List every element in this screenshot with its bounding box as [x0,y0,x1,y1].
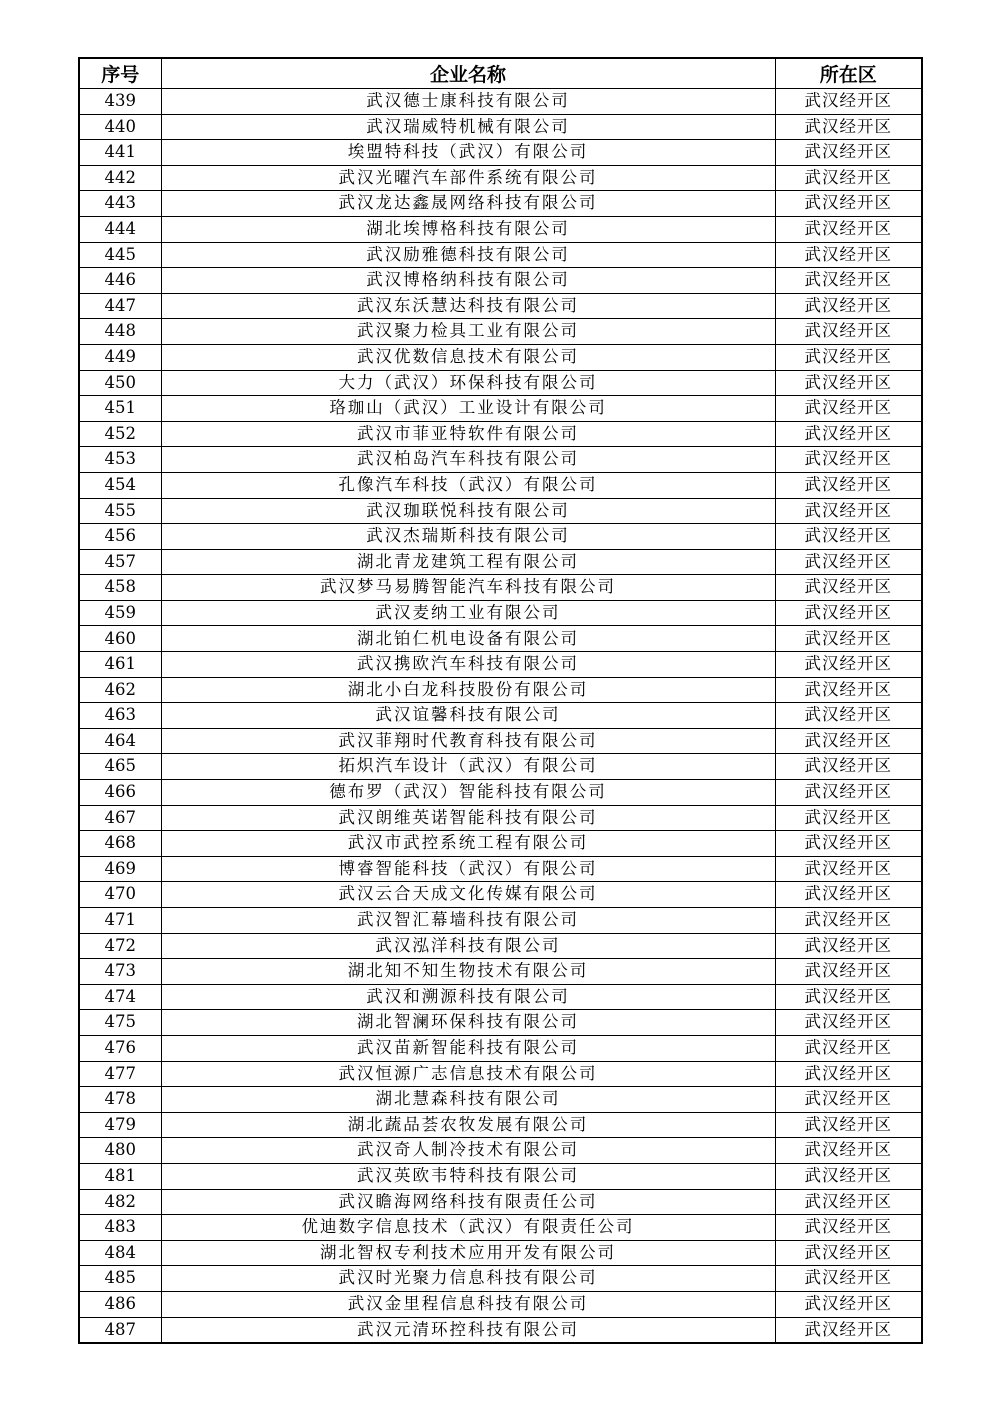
table-row [79,1138,922,1164]
company-name-cell: 武汉携欧汽车科技有限公司 [161,652,775,678]
district-cell: 武汉经开区 [775,677,922,703]
seq-cell: 444 [79,216,161,242]
header-row [79,58,922,89]
district-cell: 武汉经开区 [775,1291,922,1317]
seq-cell: 460 [79,626,161,652]
company-name-cell: 优迪数字信息技术（武汉）有限责任公司 [161,1215,775,1241]
table-row [79,396,922,422]
company-name-cell: 武汉博格纳科技有限公司 [161,268,775,294]
district-cell: 武汉经开区 [775,447,922,473]
seq-cell: 454 [79,472,161,498]
table-row [79,677,922,703]
table-row [79,191,922,217]
company-name-cell: 湖北蔬品荟农牧发展有限公司 [161,1112,775,1138]
company-name-cell: 武汉瑞威特机械有限公司 [161,114,775,140]
company-name-cell: 湖北智权专利技术应用开发有限公司 [161,1240,775,1266]
enterprise-table [78,57,923,1344]
seq-cell: 483 [79,1215,161,1241]
district-cell: 武汉经开区 [775,89,922,115]
table-row [79,1291,922,1317]
table-row [79,1010,922,1036]
district-cell: 武汉经开区 [775,933,922,959]
seq-cell: 482 [79,1189,161,1215]
district-cell: 武汉经开区 [775,856,922,882]
table-row [79,933,922,959]
table-row [79,89,922,115]
table-row [79,370,922,396]
seq-cell: 464 [79,728,161,754]
table-row [79,882,922,908]
district-cell: 武汉经开区 [775,216,922,242]
table-row [79,728,922,754]
seq-cell: 439 [79,89,161,115]
table-row [79,319,922,345]
district-cell: 武汉经开区 [775,165,922,191]
district-cell: 武汉经开区 [775,268,922,294]
table-row [79,1087,922,1113]
company-name-cell: 武汉恒源广志信息技术有限公司 [161,1061,775,1087]
seq-cell: 466 [79,780,161,806]
header-name: 企业名称 [161,58,775,89]
header-district: 所在区 [775,58,922,89]
seq-cell: 484 [79,1240,161,1266]
company-name-cell: 武汉泓洋科技有限公司 [161,933,775,959]
seq-cell: 474 [79,984,161,1010]
district-cell: 武汉经开区 [775,1266,922,1292]
company-name-cell: 大力（武汉）环保科技有限公司 [161,370,775,396]
company-name-cell: 湖北智澜环保科技有限公司 [161,1010,775,1036]
seq-cell: 462 [79,677,161,703]
seq-cell: 452 [79,421,161,447]
district-cell: 武汉经开区 [775,1163,922,1189]
table-row [79,114,922,140]
district-cell: 武汉经开区 [775,498,922,524]
district-cell: 武汉经开区 [775,1138,922,1164]
company-name-cell: 孔像汽车科技（武汉）有限公司 [161,472,775,498]
seq-cell: 477 [79,1061,161,1087]
company-name-cell: 武汉优数信息技术有限公司 [161,344,775,370]
company-name-cell: 德布罗（武汉）智能科技有限公司 [161,780,775,806]
district-cell: 武汉经开区 [775,908,922,934]
company-name-cell: 武汉龙达鑫晟网络科技有限公司 [161,191,775,217]
seq-cell: 478 [79,1087,161,1113]
seq-cell: 446 [79,268,161,294]
seq-cell: 479 [79,1112,161,1138]
district-cell: 武汉经开区 [775,575,922,601]
company-name-cell: 武汉朗维英诺智能科技有限公司 [161,805,775,831]
table-row [79,1215,922,1241]
district-cell: 武汉经开区 [775,293,922,319]
district-cell: 武汉经开区 [775,1215,922,1241]
district-cell: 武汉经开区 [775,652,922,678]
seq-cell: 443 [79,191,161,217]
district-cell: 武汉经开区 [775,984,922,1010]
seq-cell: 471 [79,908,161,934]
district-cell: 武汉经开区 [775,805,922,831]
table-row [79,908,922,934]
district-cell: 武汉经开区 [775,959,922,985]
district-cell: 武汉经开区 [775,831,922,857]
district-cell: 武汉经开区 [775,1010,922,1036]
district-cell: 武汉经开区 [775,524,922,550]
table-row [79,140,922,166]
company-name-cell: 武汉和溯源科技有限公司 [161,984,775,1010]
table-row [79,575,922,601]
seq-cell: 461 [79,652,161,678]
company-name-cell: 武汉光曜汽车部件系统有限公司 [161,165,775,191]
seq-cell: 440 [79,114,161,140]
table-row [79,959,922,985]
table-row [79,524,922,550]
table-row [79,549,922,575]
seq-cell: 480 [79,1138,161,1164]
district-cell: 武汉经开区 [775,114,922,140]
table-row [79,498,922,524]
seq-cell: 470 [79,882,161,908]
company-name-cell: 武汉柏岛汽车科技有限公司 [161,447,775,473]
seq-cell: 448 [79,319,161,345]
company-name-cell: 湖北小白龙科技股份有限公司 [161,677,775,703]
company-name-cell: 湖北青龙建筑工程有限公司 [161,549,775,575]
seq-cell: 445 [79,242,161,268]
seq-cell: 442 [79,165,161,191]
table-row [79,600,922,626]
district-cell: 武汉经开区 [775,728,922,754]
table-header [79,58,922,89]
table-row [79,472,922,498]
district-cell: 武汉经开区 [775,780,922,806]
district-cell: 武汉经开区 [775,396,922,422]
table-row [79,344,922,370]
company-name-cell: 武汉东沃慧达科技有限公司 [161,293,775,319]
table-row [79,421,922,447]
district-cell: 武汉经开区 [775,626,922,652]
company-name-cell: 武汉奇人制冷技术有限公司 [161,1138,775,1164]
seq-cell: 447 [79,293,161,319]
district-cell: 武汉经开区 [775,319,922,345]
district-cell: 武汉经开区 [775,370,922,396]
seq-cell: 467 [79,805,161,831]
table-row [79,652,922,678]
company-name-cell: 珞珈山（武汉）工业设计有限公司 [161,396,775,422]
table-row [79,626,922,652]
company-name-cell: 湖北知不知生物技术有限公司 [161,959,775,985]
seq-cell: 456 [79,524,161,550]
table-row [79,805,922,831]
table-row [79,216,922,242]
seq-cell: 450 [79,370,161,396]
table-row [79,856,922,882]
company-name-cell: 湖北铂仁机电设备有限公司 [161,626,775,652]
company-name-cell: 武汉菲翔时代教育科技有限公司 [161,728,775,754]
district-cell: 武汉经开区 [775,242,922,268]
district-cell: 武汉经开区 [775,1189,922,1215]
company-name-cell: 武汉梦马易腾智能汽车科技有限公司 [161,575,775,601]
company-name-cell: 武汉麦纳工业有限公司 [161,600,775,626]
district-cell: 武汉经开区 [775,1087,922,1113]
district-cell: 武汉经开区 [775,191,922,217]
company-name-cell: 拓炽汽车设计（武汉）有限公司 [161,754,775,780]
seq-cell: 463 [79,703,161,729]
seq-cell: 453 [79,447,161,473]
table-row [79,831,922,857]
seq-cell: 468 [79,831,161,857]
company-name-cell: 武汉市武控系统工程有限公司 [161,831,775,857]
table-row [79,1061,922,1087]
company-name-cell: 博睿智能科技（武汉）有限公司 [161,856,775,882]
company-name-cell: 武汉市菲亚特软件有限公司 [161,421,775,447]
seq-cell: 481 [79,1163,161,1189]
company-name-cell: 武汉智汇幕墙科技有限公司 [161,908,775,934]
district-cell: 武汉经开区 [775,1112,922,1138]
table-row [79,1189,922,1215]
seq-cell: 459 [79,600,161,626]
company-name-cell: 武汉英欧韦特科技有限公司 [161,1163,775,1189]
table-row [79,165,922,191]
company-name-cell: 武汉励雅德科技有限公司 [161,242,775,268]
table-row [79,268,922,294]
table-row [79,1035,922,1061]
company-name-cell: 武汉云合天成文化传媒有限公司 [161,882,775,908]
table-row [79,1317,922,1343]
district-cell: 武汉经开区 [775,344,922,370]
seq-cell: 441 [79,140,161,166]
seq-cell: 472 [79,933,161,959]
district-cell: 武汉经开区 [775,1317,922,1343]
seq-cell: 485 [79,1266,161,1292]
district-cell: 武汉经开区 [775,1061,922,1087]
district-cell: 武汉经开区 [775,140,922,166]
seq-cell: 451 [79,396,161,422]
company-name-cell: 武汉德士康科技有限公司 [161,89,775,115]
company-name-cell: 武汉瞻海网络科技有限责任公司 [161,1189,775,1215]
table-row [79,780,922,806]
table-row [79,242,922,268]
district-cell: 武汉经开区 [775,600,922,626]
seq-cell: 465 [79,754,161,780]
table-row [79,754,922,780]
company-name-cell: 武汉金里程信息科技有限公司 [161,1291,775,1317]
table-row [79,984,922,1010]
company-name-cell: 武汉珈联悦科技有限公司 [161,498,775,524]
seq-cell: 473 [79,959,161,985]
company-name-cell: 湖北埃博格科技有限公司 [161,216,775,242]
table-row [79,447,922,473]
seq-cell: 457 [79,549,161,575]
company-name-cell: 湖北慧森科技有限公司 [161,1087,775,1113]
company-name-cell: 武汉聚力检具工业有限公司 [161,319,775,345]
table-body [79,89,922,1344]
company-name-cell: 武汉元清环控科技有限公司 [161,1317,775,1343]
seq-cell: 487 [79,1317,161,1343]
seq-cell: 458 [79,575,161,601]
seq-cell: 469 [79,856,161,882]
table-row [79,1240,922,1266]
seq-cell: 449 [79,344,161,370]
district-cell: 武汉经开区 [775,472,922,498]
seq-cell: 476 [79,1035,161,1061]
company-name-cell: 埃盟特科技（武汉）有限公司 [161,140,775,166]
seq-cell: 475 [79,1010,161,1036]
table-row [79,1266,922,1292]
company-name-cell: 武汉杰瑞斯科技有限公司 [161,524,775,550]
company-name-cell: 武汉谊馨科技有限公司 [161,703,775,729]
district-cell: 武汉经开区 [775,754,922,780]
district-cell: 武汉经开区 [775,703,922,729]
district-cell: 武汉经开区 [775,1035,922,1061]
district-cell: 武汉经开区 [775,1240,922,1266]
company-name-cell: 武汉苗新智能科技有限公司 [161,1035,775,1061]
seq-cell: 455 [79,498,161,524]
district-cell: 武汉经开区 [775,549,922,575]
district-cell: 武汉经开区 [775,882,922,908]
table-row [79,293,922,319]
table-row [79,1112,922,1138]
table-row [79,703,922,729]
table-row [79,1163,922,1189]
header-seq: 序号 [79,58,161,89]
seq-cell: 486 [79,1291,161,1317]
district-cell: 武汉经开区 [775,421,922,447]
company-name-cell: 武汉时光聚力信息科技有限公司 [161,1266,775,1292]
